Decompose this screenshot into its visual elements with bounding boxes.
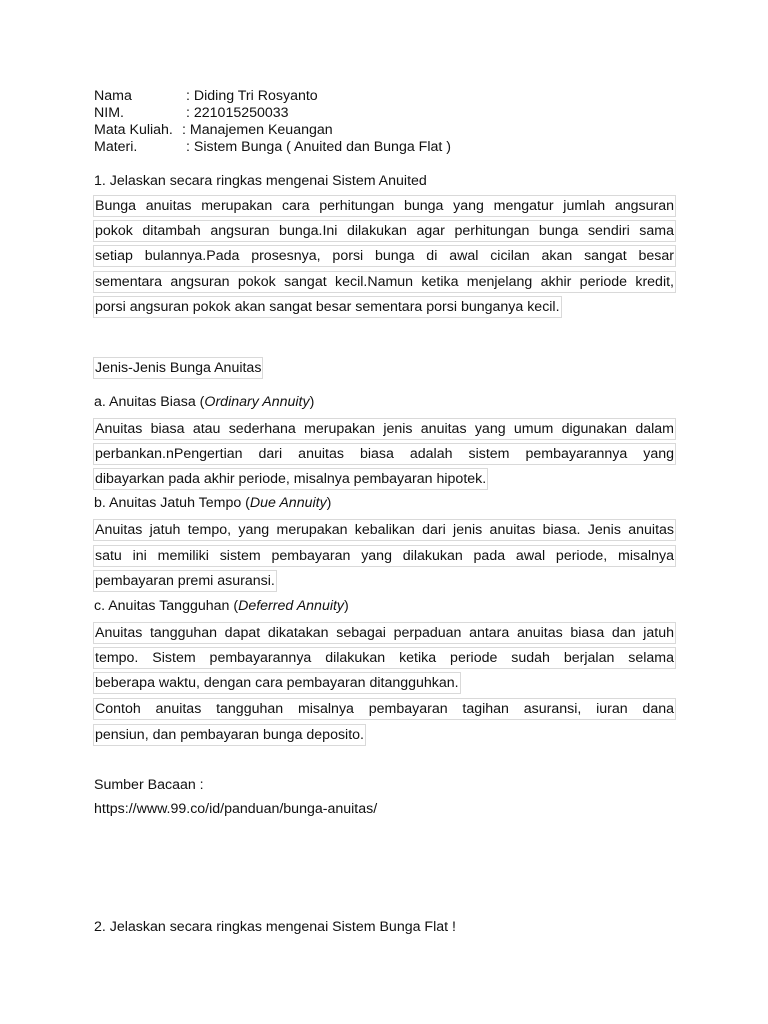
q1-answer-line: setiap bulannya.Pada prosesnya, porsi bunga di awal cicilan akan sangat besar xyxy=(93,245,676,267)
type-c-line: Anuitas tangguhan dapat dikatakan sebagai perpaduan antara anuitas biasa dan jatuh xyxy=(93,622,676,644)
type-c-line: pensiun, dan pembayaran bunga deposito. xyxy=(93,724,366,746)
type-a-line: perbankan.nPengertian dari anuitas biasa adalah sistem pembayarannya yang xyxy=(93,443,676,465)
type-a-line: Anuitas biasa atau sederhana merupakan jenis anuitas yang umum digunakan dalam xyxy=(93,418,676,440)
question-1: 1. Jelaskan secara ringkas mengenai Sistem Anuited xyxy=(94,173,427,189)
course-value: : Manajemen Keuangan xyxy=(182,122,333,138)
type-b-italic: Due Annuity xyxy=(249,495,327,511)
type-c-heading xyxy=(94,596,349,616)
type-c-suffix: ) xyxy=(344,598,349,614)
type-c-line: tempo. Sistem pembayarannya dilakukan ketika periode sudah berjalan selama xyxy=(93,647,676,669)
type-a-line: dibayarkan pada akhir periode, misalnya pembayaran hipotek. xyxy=(93,468,488,490)
type-b-line: pembayaran premi asuransi. xyxy=(93,570,277,592)
name-label: Nama xyxy=(94,88,132,104)
name-value: : Diding Tri Rosyanto xyxy=(186,88,318,104)
source-label: Sumber Bacaan : xyxy=(94,777,204,793)
type-a-suffix: ) xyxy=(309,394,315,410)
q1-answer-line: sementara angsuran pokok sangat kecil.Namun ketika menjelang akhir periode kredit, xyxy=(93,271,676,293)
course-label: Mata Kuliah. xyxy=(94,122,173,138)
type-b-line: Anuitas jatuh tempo, yang merupakan kebalikan dari jenis anuitas biasa. Jenis anuitas xyxy=(93,519,676,541)
source-url[interactable]: https://www.99.co/id/panduan/bunga-anuitas/ xyxy=(94,801,378,817)
topic-label: Materi. xyxy=(94,139,138,155)
type-b-line: satu ini memiliki sistem pembayaran yang dilakukan pada awal periode, misalnya xyxy=(93,545,676,567)
type-a-heading xyxy=(94,392,314,412)
nim-value: : 221015250033 xyxy=(186,105,289,121)
q1-answer-line: pokok ditambah angsuran bunga.Ini dilakukan agar perhitungan bunga sendiri sama xyxy=(93,220,676,242)
q1-answer-line: porsi angsuran pokok akan sangat besar sementara porsi bunganya kecil. xyxy=(93,296,562,318)
topic-value: : Sistem Bunga ( Anuited dan Bunga Flat ) xyxy=(186,139,451,155)
type-a-italic: Ordinary Annuity xyxy=(204,394,310,410)
type-c-line: beberapa waktu, dengan cara pembayaran ditangguhkan. xyxy=(93,672,461,694)
type-b-suffix: ) xyxy=(326,495,332,511)
type-a-prefix: a. Anuitas Biasa ( xyxy=(94,394,205,410)
type-c-italic: Deferred Annuity xyxy=(238,598,345,614)
type-b-prefix: b. Anuitas Jatuh Tempo ( xyxy=(94,495,250,511)
question-2: 2. Jelaskan secara ringkas mengenai Sistem Bunga Flat ! xyxy=(94,919,456,935)
types-heading: Jenis-Jenis Bunga Anuitas xyxy=(93,357,263,379)
type-c-prefix: c. Anuitas Tangguhan ( xyxy=(94,598,239,614)
type-b-heading xyxy=(94,493,331,513)
nim-label: NIM. xyxy=(94,105,124,121)
type-c-line: Contoh anuitas tangguhan misalnya pembayaran tagihan asuransi, iuran dana xyxy=(93,698,676,720)
q1-answer-line: Bunga anuitas merupakan cara perhitungan bunga yang mengatur jumlah angsuran xyxy=(93,195,676,217)
